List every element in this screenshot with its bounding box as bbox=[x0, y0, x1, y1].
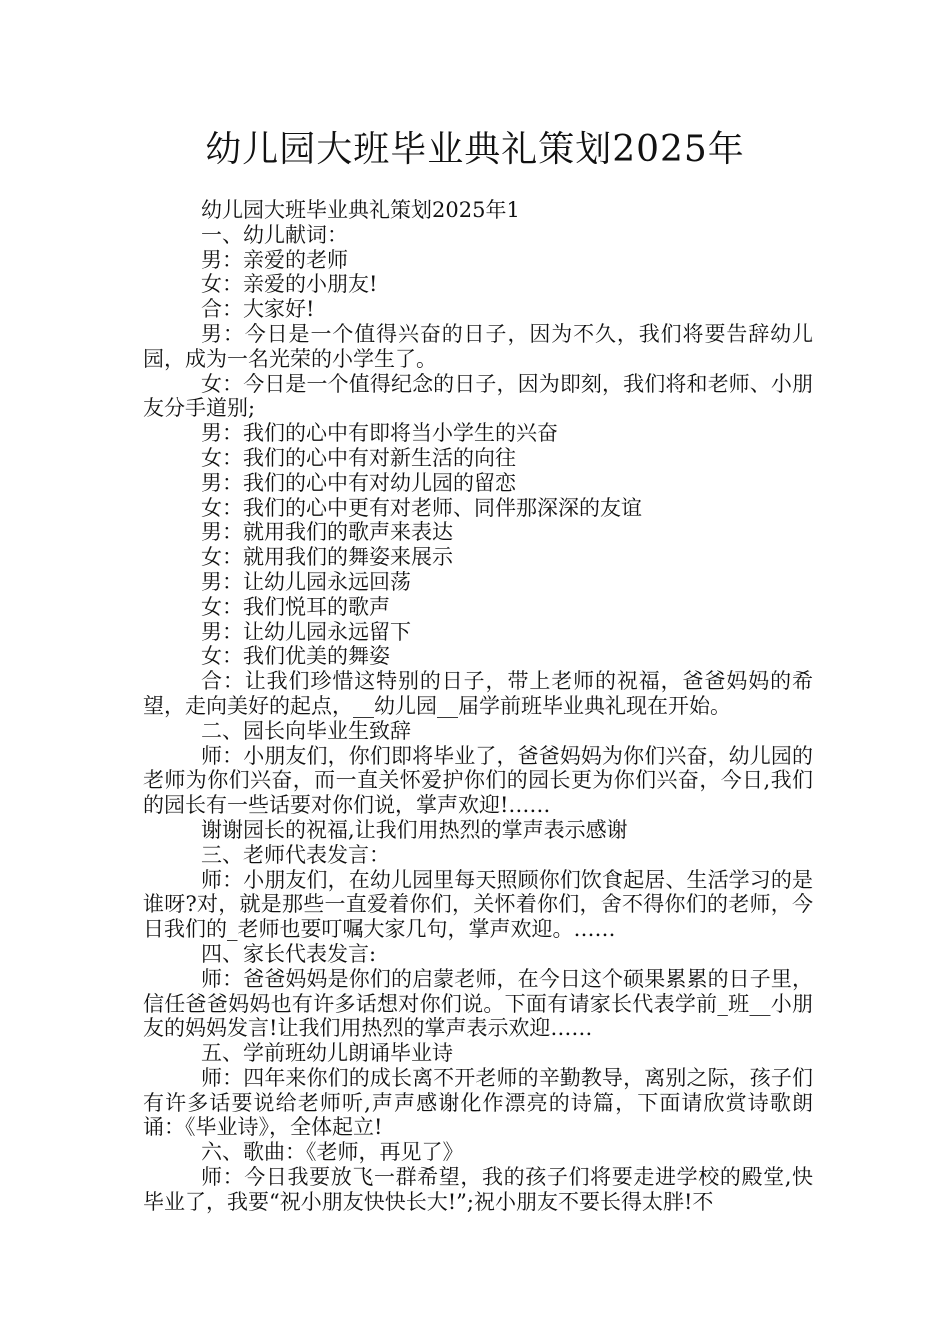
paragraph: 师：四年来你们的成长离不开老师的辛勤教导，离别之际，孩子们有许多话要说给老师听,声声感谢化作漂亮的诗篇，下面请欣赏诗歌朗诵：《毕业诗》，全体起立! bbox=[143, 1065, 813, 1140]
paragraph: 女：今日是一个值得纪念的日子，因为即刻，我们将和老师、小朋友分手道别; bbox=[143, 371, 813, 421]
paragraph: 谢谢园长的祝福,让我们用热烈的掌声表示感谢 bbox=[201, 817, 628, 842]
section-heading: 三、老师代表发言： bbox=[201, 842, 390, 867]
paragraph: 男：我们的心中有对幼儿园的留恋 bbox=[201, 470, 516, 495]
paragraph: 女：亲爱的小朋友! bbox=[201, 272, 378, 297]
section-heading: 二、园长向毕业生致辞 bbox=[201, 718, 411, 743]
paragraph: 幼儿园大班毕业典礼策划2025年1 bbox=[201, 198, 520, 222]
document-body bbox=[143, 198, 813, 1215]
paragraph: 男：今日是一个值得兴奋的日子，因为不久，我们将要告辞幼儿园，成为一名光荣的小学生了。 bbox=[143, 321, 813, 371]
document-title: 幼儿园大班毕业典礼策划2025年 bbox=[205, 129, 745, 170]
paragraph: 师：爸爸妈妈是你们的启蒙老师，在今日这个硕果累累的日子里，信任爸爸妈妈也有许多话想对你们说。下面有请家长代表学前_班__小朋友的妈妈发言!让我们用热烈的掌声表示欢迎…… bbox=[143, 966, 813, 1041]
paragraph: 男：亲爱的老师 bbox=[201, 247, 348, 272]
section-heading: 一、幼儿献词： bbox=[201, 222, 348, 247]
paragraph: 合：大家好! bbox=[201, 297, 315, 322]
paragraph: 师：今日我要放飞一群希望，我的孩子们将要走进学校的殿堂,快毕业了，我要“祝小朋友快快长大!”;祝小朋友不要长得太胖!不 bbox=[143, 1165, 813, 1214]
section-heading: 五、学前班幼儿朗诵毕业诗 bbox=[201, 1041, 453, 1066]
section-heading: 四、家长代表发言: bbox=[201, 941, 377, 966]
paragraph: 男：让幼儿园永远回荡 bbox=[201, 569, 411, 594]
paragraph: 男：让幼儿园永远留下 bbox=[201, 619, 411, 644]
paragraph: 男：我们的心中有即将当小学生的兴奋 bbox=[201, 421, 558, 446]
paragraph: 师：小朋友们，你们即将毕业了，爸爸妈妈为你们兴奋，幼儿园的老师为你们兴奋，而一直关怀爱护你们的园长更为你们兴奋，今日,我们的园长有一些话要对你们说，掌声欢迎!…… bbox=[143, 743, 813, 818]
paragraph: 女：我们的心中有对新生活的向往 bbox=[201, 445, 516, 470]
section-heading: 六、歌曲：《老师，再见了》 bbox=[201, 1140, 464, 1165]
paragraph: 女：我们优美的舞姿 bbox=[201, 644, 390, 669]
paragraph: 女：我们的心中更有对老师、同伴那深深的友谊 bbox=[201, 495, 642, 520]
paragraph: 师：小朋友们，在幼儿园里每天照顾你们饮食起居、生活学习的是谁呀?对，就是那些一直爱着你们，关怀着你们，舍不得你们的老师，今日我们的_老师也要叮嘱大家几句，掌声欢迎。…… bbox=[143, 867, 813, 942]
paragraph: 男：就用我们的歌声来表达 bbox=[201, 520, 453, 545]
paragraph: 合：让我们珍惜这特别的日子，带上老师的祝福，爸爸妈妈的希望，走向美好的起点，__幼儿园__届学前班毕业典礼现在开始。 bbox=[143, 669, 813, 718]
paragraph: 女：就用我们的舞姿来展示 bbox=[201, 545, 453, 570]
paragraph: 女：我们悦耳的歌声 bbox=[201, 594, 390, 619]
